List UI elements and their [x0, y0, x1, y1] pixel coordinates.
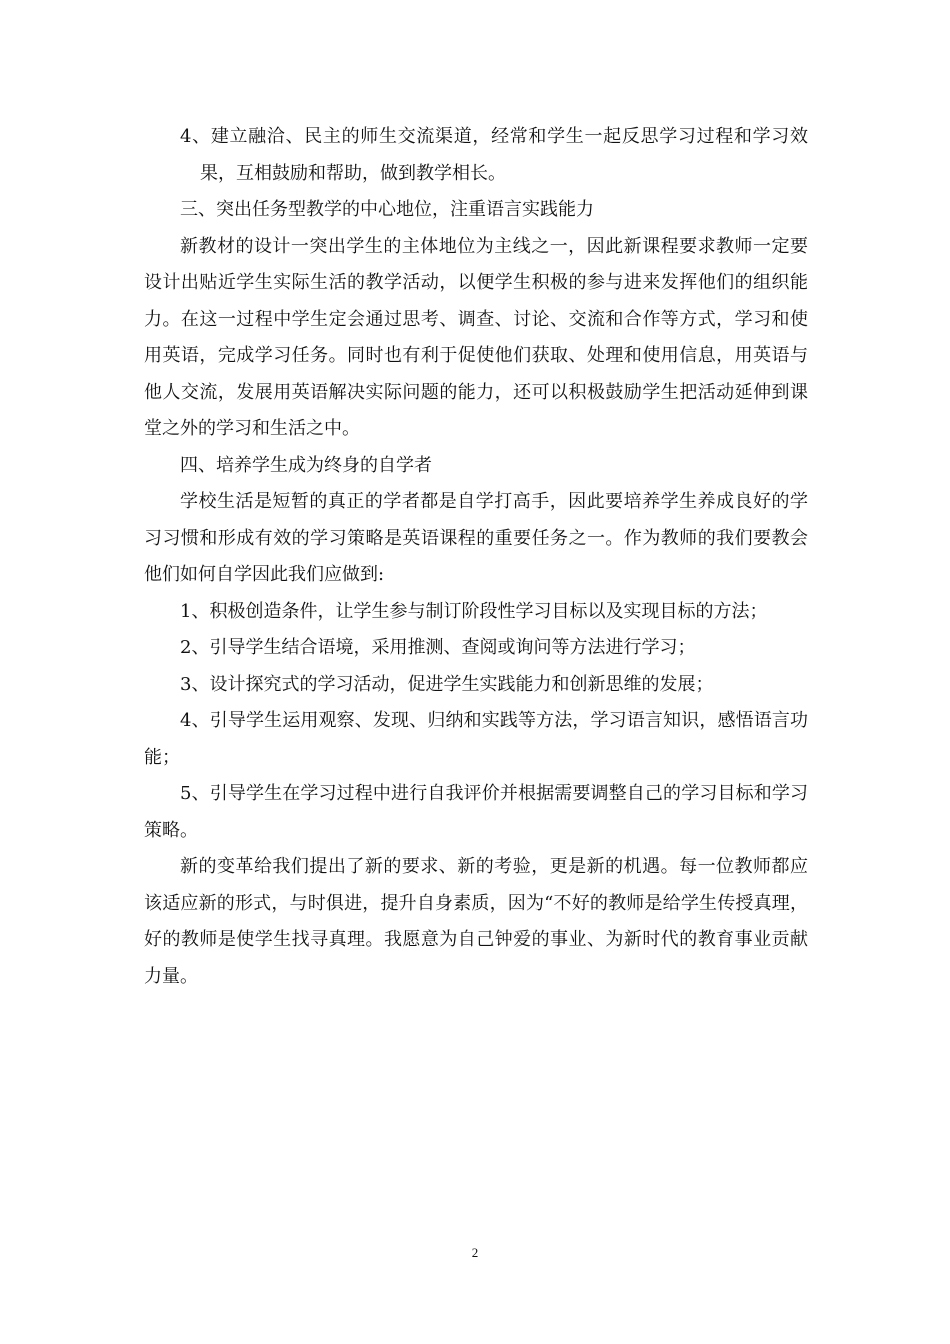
list-item-4-communication: 4、建立融洽、民主的师生交流渠道，经常和学生一起反思学习过程和学习效果，互相鼓励和帮助，做到教学相长。	[180, 126, 808, 184]
list-item: 2、引导学生结合语境，采用推测、查阅或询问等方法进行学习；	[180, 637, 696, 658]
document-body	[144, 119, 808, 995]
list-item: 4、引导学生运用观察、发现、归纳和实践等方法，学习语言知识，感悟语言功能；	[144, 710, 808, 768]
closing-paragraph: 新的变革给我们提出了新的要求、新的考验，更是新的机遇。每一位教师都应该适应新的形式，与时俱进，提升自身素质，因为“不好的教师是给学生传授真理，好的教师是使学生找寻真理。我愿意为自己钟爱的事业、为新时代的教育事业贡献力量。	[144, 856, 808, 987]
list-item: 1、积极创造条件，让学生参与制订阶段性学习目标以及实现目标的方法；	[180, 600, 768, 622]
list-item: 5、引导学生在学习过程中进行自我评价并根据需要调整自己的学习目标和学习策略。	[144, 783, 808, 841]
body-paragraph: 学校生活是短暂的真正的学者都是自学打高手，因此要培养学生养成良好的学习习惯和形成有效的学习策略是英语课程的重要任务之一。作为教师的我们要教会他们如何自学因此我们应做到:	[144, 491, 808, 585]
section-heading-3: 三、突出任务型教学的中心地位，注重语言实践能力	[180, 199, 594, 220]
body-paragraph: 新教材的设计一突出学生的主体地位为主线之一，因此新课程要求教师一定要设计出贴近学生实际生活的教学活动，以便学生积极的参与进来发挥他们的组织能力。在这一过程中学生定会通过思考、调查、讨论、交流和合作等方式，学习和使用英语，完成学习任务。同时也有利于促使他们获取、处理和使用信息，用英语与他人交流，发展用英语解决实际问题的能力，还可以积极鼓励学生把活动延伸到课堂之外的学习和生活之中。	[144, 235, 808, 439]
list-item: 3、设计探究式的学习活动，促进学生实践能力和创新思维的发展；	[180, 673, 714, 695]
section-heading-4: 四、培养学生成为终身的自学者	[180, 454, 432, 476]
page-number: 2	[471, 1245, 479, 1260]
